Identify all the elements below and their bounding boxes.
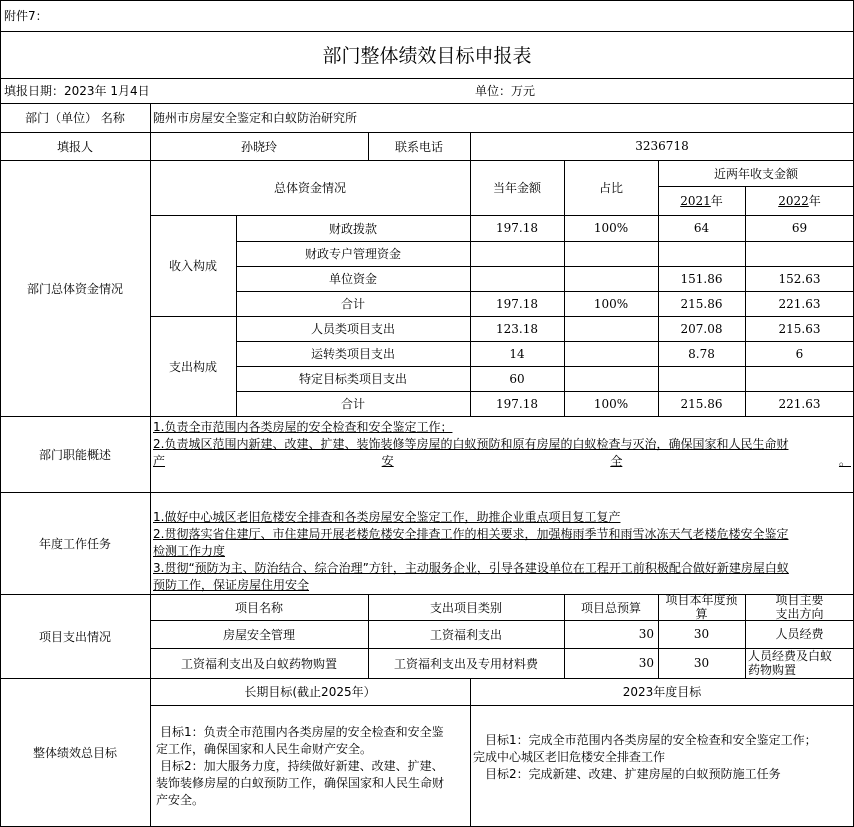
- year2: 2022: [778, 193, 809, 208]
- col-category-header: 支出项目类别: [429, 600, 502, 615]
- project-name: 房屋安全管理: [222, 627, 295, 642]
- year-suffix: 年: [808, 194, 821, 208]
- row-amount: 14: [509, 346, 525, 361]
- phone-value: 3236718: [635, 139, 689, 153]
- duty-char: 安: [381, 454, 394, 468]
- phone-label: 联系电话: [394, 139, 443, 154]
- row-name: 财政拨款: [328, 221, 377, 236]
- row-year2: 69: [791, 221, 808, 235]
- funds-overview-header: 总体资金情况: [273, 181, 346, 195]
- row-year1: [658, 366, 745, 391]
- row-name: 财政专户管理资金: [304, 247, 401, 261]
- tasks-label: 年度工作任务: [38, 536, 111, 551]
- project-annual: 30: [693, 656, 710, 670]
- project-category: 工资福利支出及专用材料费: [393, 656, 538, 671]
- task-line: 2.贯彻落实省住建厅、市住建局开展老楼危楼安全排查工作的相关要求，加强梅雨季节和雨雪冰冻天气老楼危楼安全鉴定: [153, 527, 789, 541]
- direction-line: 人员经费及白蚁: [748, 649, 833, 663]
- duty-line-justified: [153, 453, 851, 470]
- row-amount: 197.18: [496, 296, 538, 311]
- duty-char: 产: [153, 454, 166, 468]
- attachment-label: 附件7：: [4, 9, 48, 23]
- goal-line: 装饰装修房屋的白蚁预防工作，确保国家和人民生命财: [156, 776, 445, 790]
- task-line: 1.做好中心城区老旧危楼安全排查和各类房屋安全鉴定工作，助推企业重点项目复工复产: [153, 510, 621, 524]
- col-recent-header: 近两年收支金额: [713, 166, 798, 181]
- row-amount: 123.18: [496, 321, 538, 336]
- page-title: 部门整体绩效目标申报表: [322, 45, 532, 67]
- year-suffix: 年: [710, 194, 723, 208]
- row-year2: 152.63: [778, 271, 821, 286]
- row-year2: 221.63: [778, 296, 821, 311]
- goal-line: 目标1：完成全市范围内各类房屋的安全检查和安全鉴定工作；: [485, 733, 817, 747]
- project-category: 工资福利支出: [429, 627, 502, 642]
- goal-line: 完成中心城区老旧危楼安全排查工作: [473, 750, 666, 764]
- project-budget: 30: [638, 627, 654, 641]
- task-line: 检测工作力度: [153, 544, 226, 558]
- goal-line: 目标2：加大服务力度，持续做好新建、改建、扩建、: [160, 759, 444, 773]
- col-project-name-header: 项目名称: [234, 600, 283, 615]
- col-direction-header: [745, 594, 854, 620]
- unit-label: 单位：万元: [475, 84, 536, 98]
- row-year1: 8.78: [688, 346, 715, 361]
- project-direction: [748, 648, 852, 678]
- long-term-goals: [156, 724, 468, 824]
- row-ratio: [564, 366, 658, 391]
- projects-label: 项目支出情况: [38, 629, 111, 644]
- row-amount: 197.18: [496, 221, 538, 235]
- row-year1: 64: [693, 221, 710, 235]
- goal-line: 目标1：负责全市范围内各类房屋的安全检查和安全鉴: [160, 725, 444, 739]
- dept-name-value: 随州市房屋安全鉴定和白蚁防治研究所: [153, 111, 358, 125]
- row-name: 合计: [340, 297, 365, 311]
- duties-label: 部门职能概述: [38, 447, 111, 462]
- income-group-label: 收入构成: [168, 259, 217, 273]
- row-year1: 215.86: [680, 296, 723, 311]
- col-amount-header: 当年金额: [492, 181, 541, 195]
- tasks-text: [153, 509, 851, 593]
- col-budget-header: 项目总预算: [580, 600, 641, 615]
- expense-group-label: 支出构成: [168, 359, 217, 374]
- project-direction: [745, 620, 854, 648]
- row-name: 运转类项目支出: [310, 347, 395, 361]
- row-ratio: [564, 316, 658, 341]
- row-name: 特定目标类项目支出: [298, 372, 407, 386]
- row-amount: [470, 241, 564, 266]
- direction-line: 人员经费: [775, 627, 824, 641]
- annual-goals: [473, 732, 851, 792]
- row-amount: 60: [509, 371, 525, 386]
- task-line: 3.贯彻“预防为主、防治结合、综合治理”方针，主动服务企业，引导各建设单位在工程开工前积极配合做好新建房屋白蚁: [153, 561, 789, 575]
- row-year1: [658, 241, 745, 266]
- duty-line: 2.负责城区范围内新建、改建、扩建、装饰装修等房屋的白蚁预防和原有房屋的白蚁检查与灭治，确保国家和人民生命财: [153, 437, 789, 451]
- long-term-header: 长期目标(截止2025年）: [244, 685, 376, 699]
- goal-line: 目标2：完成新建、改建、扩建房屋的白蚁预防施工任务: [485, 767, 781, 781]
- project-budget: 30: [638, 656, 654, 670]
- task-line: 预防工作，保证房屋住用安全: [153, 578, 310, 592]
- row-year1: 215.86: [680, 396, 723, 411]
- row-name: 合计: [340, 397, 365, 411]
- project-name: 工资福利支出及白蚁药物购置: [180, 656, 337, 671]
- row-ratio: 100%: [593, 221, 629, 235]
- filler-name: 孙晓玲: [240, 139, 277, 154]
- header-line: 支出方向: [775, 607, 824, 621]
- row-name: 单位资金: [328, 272, 377, 286]
- header-line: 算: [695, 607, 708, 621]
- header-line: 项目主要: [775, 593, 824, 607]
- row-year1: 207.08: [680, 321, 723, 336]
- duties-text: [153, 419, 851, 489]
- row-year2: 215.63: [778, 321, 821, 336]
- row-ratio: [564, 341, 658, 366]
- row-ratio: [564, 241, 658, 266]
- duty-char: 全: [610, 454, 623, 468]
- year1: 2021: [680, 193, 711, 208]
- fill-date: 填报日期：2023年 1月4日: [4, 84, 150, 98]
- header-line: 项目本年度预: [665, 593, 738, 607]
- annual-goal-header: 2023年度目标: [622, 685, 702, 699]
- row-year1: 151.86: [680, 271, 723, 286]
- row-ratio: [564, 266, 658, 291]
- row-ratio: 100%: [593, 396, 629, 411]
- col-annual-header: [658, 594, 745, 620]
- row-name: 人员类项目支出: [310, 322, 395, 336]
- goal-line: 产安全。: [156, 793, 205, 807]
- project-annual: 30: [693, 627, 710, 641]
- col-ratio-header: 占比: [598, 181, 623, 195]
- dept-name-label: 部门（单位） 名称: [25, 111, 125, 125]
- row-ratio: 100%: [593, 296, 629, 311]
- row-amount: [470, 266, 564, 291]
- row-year2: 221.63: [778, 396, 821, 411]
- direction-line: 药物购置: [748, 663, 797, 677]
- row-year2: [745, 241, 854, 266]
- col-year2-header: [745, 186, 854, 215]
- filler-label: 填报人: [56, 139, 93, 154]
- goal-line: 定工作，确保国家和人民生命财产安全。: [156, 742, 373, 756]
- goals-label: 整体绩效总目标: [32, 745, 117, 760]
- duty-line: 1.负责全市范围内各类房屋的安全检查和安全鉴定工作；: [153, 420, 453, 434]
- funds-section-label: 部门总体资金情况: [26, 281, 123, 296]
- row-year2: [745, 366, 854, 391]
- duty-char: 。: [838, 454, 851, 468]
- row-amount: 197.18: [496, 396, 538, 411]
- col-year1-header: [658, 186, 745, 215]
- row-year2: 6: [795, 346, 804, 361]
